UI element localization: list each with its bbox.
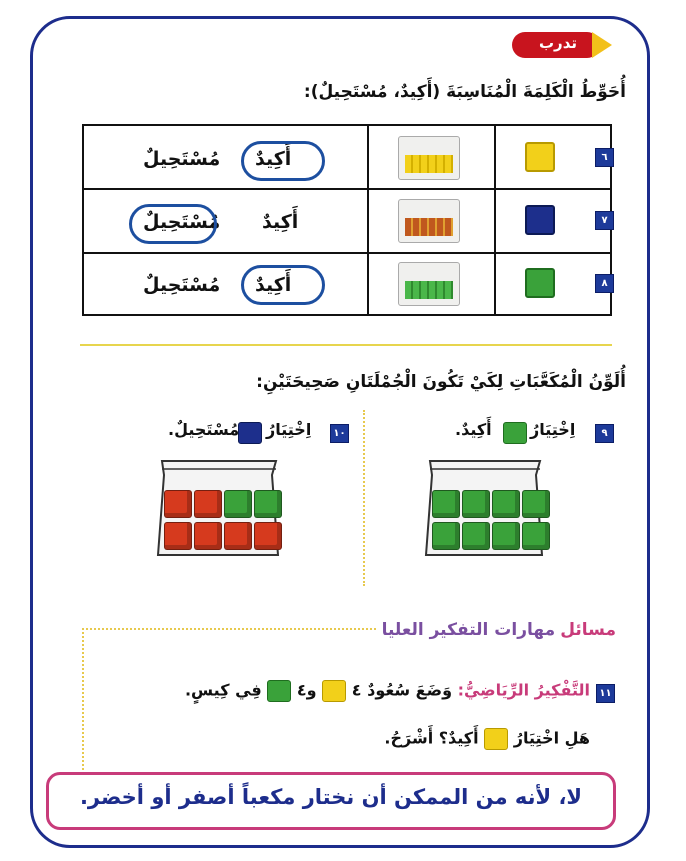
bag-brown-cubes-image (398, 199, 460, 243)
q11-line2 (384, 728, 590, 750)
q11-line2-b: أَكِيدٌ؟ أَشْرَحُ. (384, 728, 479, 748)
section-divider (80, 344, 612, 346)
question-number: ١٠ (330, 424, 349, 443)
answer-circle (241, 265, 325, 305)
bag-cube (522, 522, 550, 550)
bag-yellow-cubes-image (398, 136, 460, 180)
row-number: ٧ (595, 211, 614, 230)
q11-label: التَّفْكِيرُ الرِّيَاضِيُّ: (457, 680, 590, 700)
column-divider (363, 410, 365, 586)
bag-cube (194, 522, 222, 550)
hots-title (376, 620, 622, 640)
bag-cube (522, 490, 550, 518)
question-number: ١١ (596, 684, 615, 703)
bag-cube (164, 522, 192, 550)
section1-instruction: أُحَوِّطُ الْكَلِمَةَ الْمُنَاسِبَةَ (أَكِيدٌ، مُسْتَحِيلٌ): (303, 82, 626, 102)
yellow-cube-icon (322, 680, 346, 702)
q9-text-after: أَكِيدٌ. (455, 420, 492, 439)
bag-cube (492, 490, 520, 518)
yellow-cube-icon (525, 142, 555, 172)
q11-line1-b: و٤ (296, 680, 317, 700)
yellow-cube-icon (484, 728, 508, 750)
bag-cube (224, 490, 252, 518)
bag-cube (164, 490, 192, 518)
bag-cube (432, 490, 460, 518)
blue-cube-icon (525, 205, 555, 235)
green-cube-icon (503, 422, 527, 444)
bag-cube (254, 490, 282, 518)
bag-cube (492, 522, 520, 550)
q11-line1-c: فِي كِيسٍ. (184, 680, 262, 700)
q11-line1 (185, 680, 590, 702)
practice-badge-label: تدرب (538, 34, 577, 52)
q11-line1-a: وَضَعَ سُعُودٌ ٤ (351, 680, 453, 700)
green-cube-icon (525, 268, 555, 298)
row-number: ٨ (595, 274, 614, 293)
bag-cube (254, 522, 282, 550)
option-impossible[interactable]: مُسْتَحِيلٌ (143, 211, 221, 233)
q10-text-before: اِخْتِيَارُ (266, 420, 312, 439)
option-certain[interactable]: أَكِيدٌ (255, 148, 292, 170)
answer-circle (241, 141, 325, 181)
q11-line2-a: هَلِ اخْتِيَارُ (513, 728, 590, 748)
bag-green-cubes-image (398, 262, 460, 306)
bag-cube (194, 490, 222, 518)
bag-cube (432, 522, 460, 550)
question-number: ٩ (595, 424, 614, 443)
bag-cube (462, 522, 490, 550)
answer-text: لا، لأنه من الممكن أن نختار مكعباً أصفر أو أخضر. (79, 785, 583, 809)
option-impossible[interactable]: مُسْتَحِيلٌ (143, 148, 221, 170)
option-impossible[interactable]: مُسْتَحِيلٌ (143, 274, 221, 296)
q9-text-before: اِخْتِيَارُ (530, 420, 576, 439)
option-certain[interactable]: أَكِيدٌ (262, 211, 299, 233)
bag-cube (224, 522, 252, 550)
bag-cube (462, 490, 490, 518)
green-cube-icon (267, 680, 291, 702)
hots-title-rest: مهارات التفكير العليا (381, 620, 556, 640)
q10-text-after: مُسْتَحِيلٌ. (168, 420, 240, 439)
blue-cube-icon (238, 422, 262, 444)
row-number: ٦ (595, 148, 614, 167)
answer-circle (129, 204, 217, 244)
option-certain[interactable]: أَكِيدٌ (255, 274, 292, 296)
section2-instruction: أُلَوِّنُ الْمُكَعَّبَاتِ لِكَيْ تَكُونَ الْجُمْلَتَانِ صَحِيحَتَيْنِ: (256, 372, 626, 392)
hots-title-word: مسائل (560, 620, 616, 640)
